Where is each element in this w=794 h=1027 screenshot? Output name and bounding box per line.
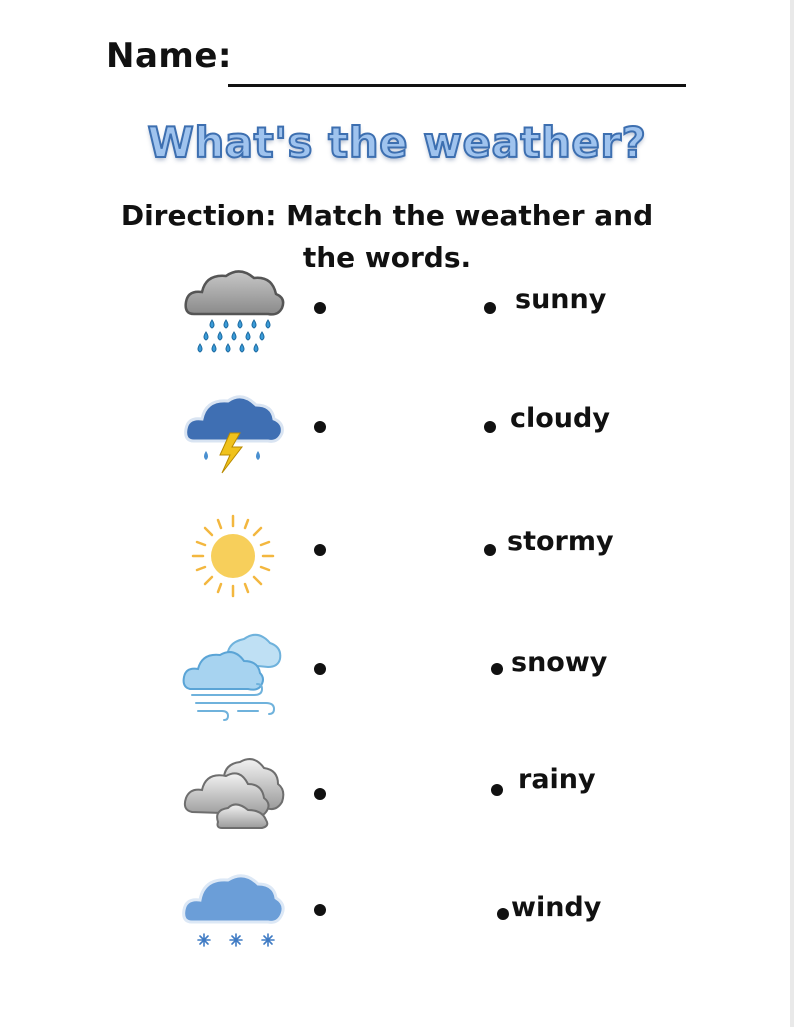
windy-cloud-icon [178,625,290,725]
picture-dot-5[interactable] [314,788,326,800]
sun-icon [178,508,290,608]
match-row-1 [0,262,794,372]
match-row-3 [0,508,794,618]
match-row-4 [0,625,794,735]
name-answer-line[interactable] [228,84,686,87]
picture-dot-4[interactable] [314,663,326,675]
word-dot-5[interactable] [491,784,503,796]
word-label-1: sunny [515,284,607,315]
match-row-2 [0,385,794,495]
word-label-4: snowy [511,647,608,678]
word-label-3: stormy [507,526,614,557]
worksheet-title: What's the weather? [147,118,647,167]
word-dot-2[interactable] [484,421,496,433]
picture-dot-1[interactable] [314,302,326,314]
cloudy-icon [178,752,290,852]
match-row-5 [0,752,794,862]
word-label-5: rainy [518,764,596,795]
picture-dot-6[interactable] [314,904,326,916]
word-label-6: windy [511,892,602,923]
word-dot-3[interactable] [484,544,496,556]
word-dot-4[interactable] [491,663,503,675]
match-row-6 [0,866,794,976]
name-label: Name: [106,36,232,76]
word-dot-1[interactable] [484,302,496,314]
snow-cloud-icon [178,866,290,966]
word-dot-6[interactable] [497,908,509,920]
storm-cloud-icon [178,385,290,485]
direction-text: Direction: Match the weather and the words. [120,199,654,274]
word-label-2: cloudy [510,403,610,434]
picture-dot-3[interactable] [314,544,326,556]
picture-dot-2[interactable] [314,421,326,433]
rain-cloud-icon [178,262,290,362]
